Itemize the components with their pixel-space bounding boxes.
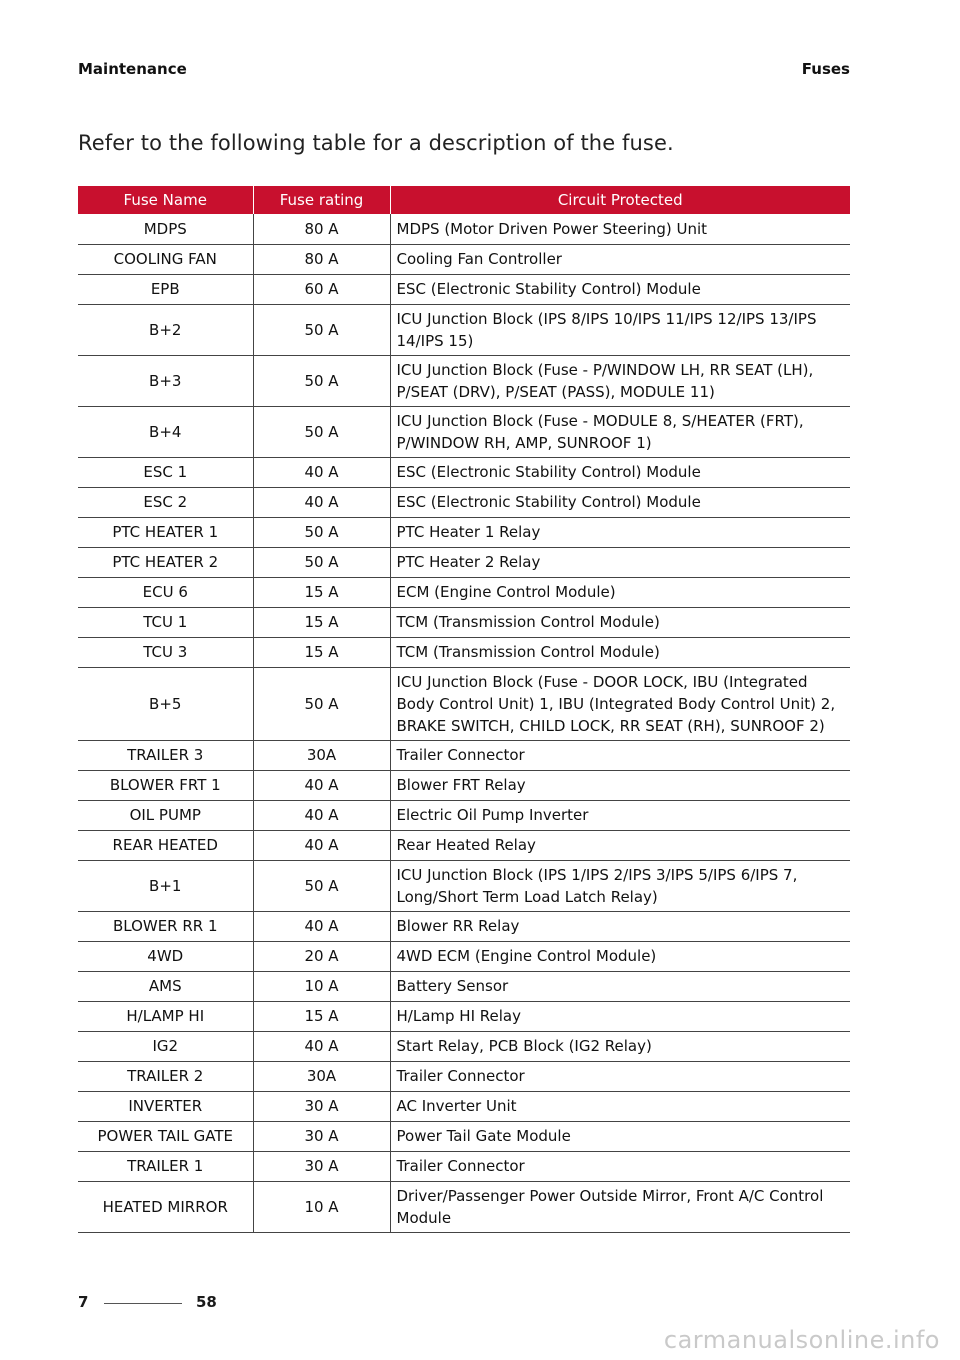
- table-row: [78, 800, 850, 830]
- table-row: [78, 1031, 850, 1061]
- fuse-rating-cell: 40 A: [253, 830, 390, 860]
- circuit-protected-cell: ESC (Electronic Stability Control) Module: [390, 457, 850, 487]
- fuse-rating-cell: 60 A: [253, 274, 390, 304]
- fuse-name-cell: OIL PUMP: [78, 800, 253, 830]
- fuse-rating-cell: 15 A: [253, 637, 390, 667]
- page-number: 58: [196, 1293, 217, 1311]
- fuse-name-cell: BLOWER RR 1: [78, 911, 253, 941]
- fuse-rating-cell: 50 A: [253, 860, 390, 911]
- fuse-name-cell: POWER TAIL GATE: [78, 1121, 253, 1151]
- table-row: [78, 830, 850, 860]
- fuse-rating-cell: 30 A: [253, 1121, 390, 1151]
- circuit-protected-cell: Cooling Fan Controller: [390, 244, 850, 274]
- column-header-circuit-protected: Circuit Protected: [390, 186, 850, 214]
- fuse-rating-cell: 50 A: [253, 406, 390, 457]
- fuse-rating-cell: 30A: [253, 740, 390, 770]
- table-header-row: [78, 186, 850, 214]
- circuit-protected-cell: Trailer Connector: [390, 1061, 850, 1091]
- fuse-name-cell: ESC 1: [78, 457, 253, 487]
- column-header-fuse-rating: Fuse rating: [253, 186, 390, 214]
- topic-title: Fuses: [801, 60, 850, 78]
- circuit-protected-cell: H/Lamp HI Relay: [390, 1001, 850, 1031]
- fuse-rating-cell: 50 A: [253, 667, 390, 740]
- circuit-protected-cell: MDPS (Motor Driven Power Steering) Unit: [390, 214, 850, 244]
- column-header-fuse-name: Fuse Name: [78, 186, 253, 214]
- fuse-name-cell: B+3: [78, 355, 253, 406]
- fuse-rating-cell: 50 A: [253, 304, 390, 355]
- circuit-protected-cell: Trailer Connector: [390, 1151, 850, 1181]
- fuse-rating-cell: 40 A: [253, 487, 390, 517]
- circuit-protected-cell: Blower RR Relay: [390, 911, 850, 941]
- fuse-rating-cell: 80 A: [253, 244, 390, 274]
- fuse-name-cell: B+4: [78, 406, 253, 457]
- circuit-protected-cell: ICU Junction Block (IPS 8/IPS 10/IPS 11/IPS 12/IPS 13/IPS 14/IPS 15): [390, 304, 850, 355]
- table-row: [78, 911, 850, 941]
- fuse-name-cell: H/LAMP HI: [78, 1001, 253, 1031]
- fuse-name-cell: TRAILER 1: [78, 1151, 253, 1181]
- footer-divider: [104, 1303, 182, 1304]
- fuse-name-cell: PTC HEATER 2: [78, 547, 253, 577]
- table-row: [78, 740, 850, 770]
- chapter-number: 7: [78, 1293, 89, 1311]
- table-row: [78, 637, 850, 667]
- table-row: [78, 244, 850, 274]
- circuit-protected-cell: TCM (Transmission Control Module): [390, 637, 850, 667]
- table-row: [78, 941, 850, 971]
- fuse-rating-cell: 15 A: [253, 1001, 390, 1031]
- watermark: carmanualsonline.info: [663, 1326, 940, 1354]
- circuit-protected-cell: Electric Oil Pump Inverter: [390, 800, 850, 830]
- circuit-protected-cell: 4WD ECM (Engine Control Module): [390, 941, 850, 971]
- circuit-protected-cell: ICU Junction Block (Fuse - DOOR LOCK, IBU (Integrated Body Control Unit) 1, IBU (Integrated Body Control Unit) 2, BRAKE SWITCH, CHILD LOCK, RR SEAT (RH), SUNROOF 2): [390, 667, 850, 740]
- fuse-rating-cell: 10 A: [253, 1181, 390, 1232]
- fuse-name-cell: BLOWER FRT 1: [78, 770, 253, 800]
- table-row: [78, 1001, 850, 1031]
- fuse-rating-cell: 40 A: [253, 911, 390, 941]
- fuse-name-cell: HEATED MIRROR: [78, 1181, 253, 1232]
- circuit-protected-cell: Blower FRT Relay: [390, 770, 850, 800]
- fuse-name-cell: B+5: [78, 667, 253, 740]
- fuse-name-cell: ECU 6: [78, 577, 253, 607]
- fuse-name-cell: ESC 2: [78, 487, 253, 517]
- fuse-rating-cell: 40 A: [253, 800, 390, 830]
- circuit-protected-cell: TCM (Transmission Control Module): [390, 607, 850, 637]
- fuse-rating-cell: 80 A: [253, 214, 390, 244]
- fuse-name-cell: MDPS: [78, 214, 253, 244]
- circuit-protected-cell: PTC Heater 2 Relay: [390, 547, 850, 577]
- fuse-rating-cell: 40 A: [253, 457, 390, 487]
- fuse-rating-cell: 50 A: [253, 517, 390, 547]
- circuit-protected-cell: Start Relay, PCB Block (IG2 Relay): [390, 1031, 850, 1061]
- table-row: [78, 406, 850, 457]
- circuit-protected-cell: AC Inverter Unit: [390, 1091, 850, 1121]
- fuse-rating-cell: 50 A: [253, 547, 390, 577]
- circuit-protected-cell: ECM (Engine Control Module): [390, 577, 850, 607]
- circuit-protected-cell: PTC Heater 1 Relay: [390, 517, 850, 547]
- fuse-name-cell: INVERTER: [78, 1091, 253, 1121]
- table-row: [78, 1091, 850, 1121]
- fuse-name-cell: B+1: [78, 860, 253, 911]
- fuse-rating-cell: 10 A: [253, 971, 390, 1001]
- fuse-name-cell: REAR HEATED: [78, 830, 253, 860]
- circuit-protected-cell: Trailer Connector: [390, 740, 850, 770]
- circuit-protected-cell: ESC (Electronic Stability Control) Module: [390, 274, 850, 304]
- fuse-rating-cell: 15 A: [253, 607, 390, 637]
- fuse-name-cell: TRAILER 2: [78, 1061, 253, 1091]
- table-row: [78, 577, 850, 607]
- table-body: [78, 214, 850, 1232]
- table-row: [78, 770, 850, 800]
- circuit-protected-cell: Battery Sensor: [390, 971, 850, 1001]
- fuse-rating-cell: 30A: [253, 1061, 390, 1091]
- table-row: [78, 860, 850, 911]
- fuse-rating-cell: 40 A: [253, 1031, 390, 1061]
- fuse-name-cell: PTC HEATER 1: [78, 517, 253, 547]
- table-row: [78, 971, 850, 1001]
- fuse-name-cell: TRAILER 3: [78, 740, 253, 770]
- circuit-protected-cell: Rear Heated Relay: [390, 830, 850, 860]
- fuse-name-cell: COOLING FAN: [78, 244, 253, 274]
- section-title: Maintenance: [78, 60, 187, 78]
- fuse-rating-cell: 15 A: [253, 577, 390, 607]
- circuit-protected-cell: ESC (Electronic Stability Control) Module: [390, 487, 850, 517]
- fuse-name-cell: TCU 3: [78, 637, 253, 667]
- table-row: [78, 1121, 850, 1151]
- fuse-name-cell: AMS: [78, 971, 253, 1001]
- intro-text: Refer to the following table for a description of the fuse.: [78, 131, 674, 155]
- fuse-name-cell: IG2: [78, 1031, 253, 1061]
- fuse-name-cell: EPB: [78, 274, 253, 304]
- table-row: [78, 607, 850, 637]
- table-row: [78, 1151, 850, 1181]
- table-row: [78, 274, 850, 304]
- table-row: [78, 355, 850, 406]
- circuit-protected-cell: ICU Junction Block (IPS 1/IPS 2/IPS 3/IPS 5/IPS 6/IPS 7, Long/Short Term Load Latch Relay): [390, 860, 850, 911]
- fuse-name-cell: TCU 1: [78, 607, 253, 637]
- fuse-name-cell: 4WD: [78, 941, 253, 971]
- circuit-protected-cell: ICU Junction Block (Fuse - MODULE 8, S/HEATER (FRT), P/WINDOW RH, AMP, SUNROOF 1): [390, 406, 850, 457]
- fuse-rating-cell: 20 A: [253, 941, 390, 971]
- table-row: [78, 547, 850, 577]
- fuse-rating-cell: 30 A: [253, 1151, 390, 1181]
- table-row: [78, 457, 850, 487]
- table-row: [78, 214, 850, 244]
- circuit-protected-cell: Driver/Passenger Power Outside Mirror, Front A/C Control Module: [390, 1181, 850, 1232]
- table-row: [78, 487, 850, 517]
- fuse-rating-cell: 40 A: [253, 770, 390, 800]
- table-row: [78, 304, 850, 355]
- fuse-rating-cell: 30 A: [253, 1091, 390, 1121]
- circuit-protected-cell: Power Tail Gate Module: [390, 1121, 850, 1151]
- circuit-protected-cell: ICU Junction Block (Fuse - P/WINDOW LH, RR SEAT (LH), P/SEAT (DRV), P/SEAT (PASS), MODULE 11): [390, 355, 850, 406]
- fuse-name-cell: B+2: [78, 304, 253, 355]
- fuse-rating-cell: 50 A: [253, 355, 390, 406]
- table-row: [78, 667, 850, 740]
- table-row: [78, 1181, 850, 1232]
- table-row: [78, 517, 850, 547]
- table-row: [78, 1061, 850, 1091]
- fuse-table: [78, 186, 850, 1233]
